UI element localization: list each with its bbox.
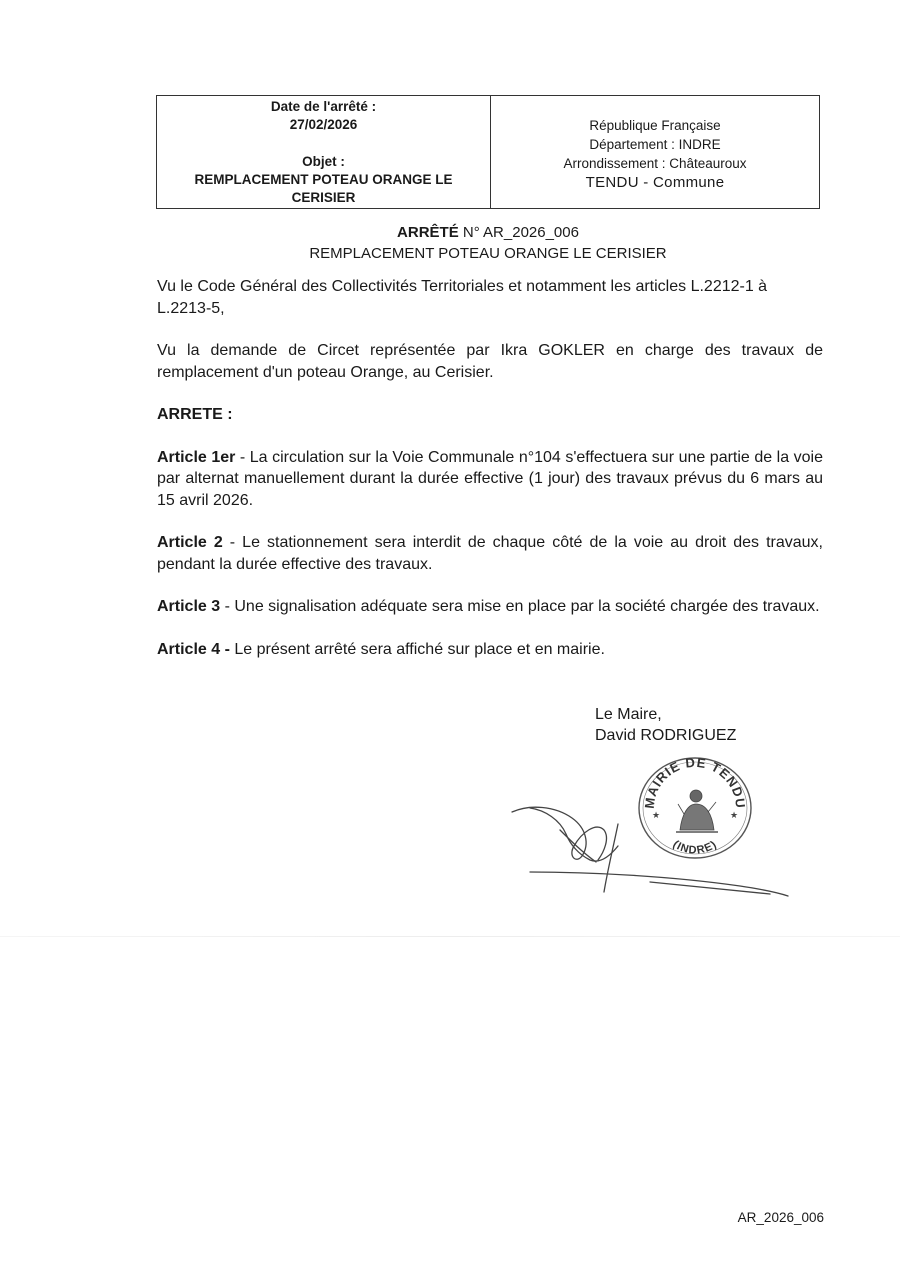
article-2: [157, 532, 823, 575]
signature-block: [595, 704, 736, 746]
date-value: 27/02/2026: [289, 117, 358, 132]
article-3-label: Article 3: [157, 598, 221, 615]
mairie-seal: [632, 752, 758, 862]
arrete-word: ARRÊTÉ: [397, 224, 459, 241]
article-3: [157, 596, 823, 618]
republique-text: République Française: [589, 118, 721, 133]
header-left-cell: [157, 96, 491, 208]
svg-text:★: ★: [730, 810, 739, 820]
svg-text:MAIRIE DE TENDU: MAIRIE DE TENDU: [641, 754, 749, 810]
article-2-text: - Le stationnement sera interdit de chaque côté de la voie au droit des travaux, pendant la durée effective des travaux.: [157, 534, 823, 573]
scan-artifact-line: [0, 936, 900, 937]
svg-text:(INDRE): (INDRE): [670, 838, 720, 857]
vu-paragraph-2: Vu la demande de Circet représentée par Ikra GOKLER en charge des travaux de remplacement d'un poteau Orange, au Cerisier.: [157, 342, 823, 381]
departement-text: Département : INDRE: [589, 137, 721, 152]
arrondissement-text: Arrondissement : Châteauroux: [563, 156, 747, 171]
vu-paragraph-1: Vu le Code Général des Collectivités Territoriales et notamment les articles L.2212-1 à L.2213-5,: [157, 278, 768, 317]
article-3-text: - Une signalisation adéquate sera mise en place par la société chargée des travaux.: [220, 598, 820, 615]
signature-name: David RODRIGUEZ: [595, 727, 737, 744]
article-4: [157, 639, 823, 661]
article-4-text: Le présent arrêté sera affiché sur place et en mairie.: [229, 640, 605, 658]
signature-role: Le Maire,: [595, 706, 662, 723]
article-4-label: Article 4 -: [157, 640, 230, 658]
title-block: [156, 222, 820, 264]
header-box: [156, 95, 820, 209]
footer-reference: AR_2026_006: [737, 1210, 824, 1225]
arrete-number: N° AR_2026_006: [462, 224, 579, 241]
objet-value: REMPLACEMENT POTEAU ORANGE LE CERISIER: [194, 172, 453, 205]
article-2-label: Article 2: [157, 534, 223, 551]
article-1-label: Article 1er: [157, 448, 236, 466]
arrete-number-line: [156, 222, 820, 243]
arrete-subject: REMPLACEMENT POTEAU ORANGE LE CERISIER: [309, 245, 667, 262]
header-right-cell: [491, 96, 819, 208]
date-label: Date de l'arrêté :: [270, 99, 377, 114]
article-1-text: - La circulation sur la Voie Communale n°104 s'effectuera sur une partie de la voie par alternat manuellement durant la durée effective (1 jour) des travaux prévus du 6 mars au 15 avril 2026.: [157, 448, 824, 509]
objet-label: Objet :: [302, 154, 345, 169]
commune-text: TENDU - Commune: [585, 174, 725, 191]
arrete-heading: ARRETE :: [157, 406, 233, 423]
document-body: [157, 276, 823, 681]
article-1: [157, 447, 823, 512]
svg-text:★: ★: [652, 810, 661, 820]
